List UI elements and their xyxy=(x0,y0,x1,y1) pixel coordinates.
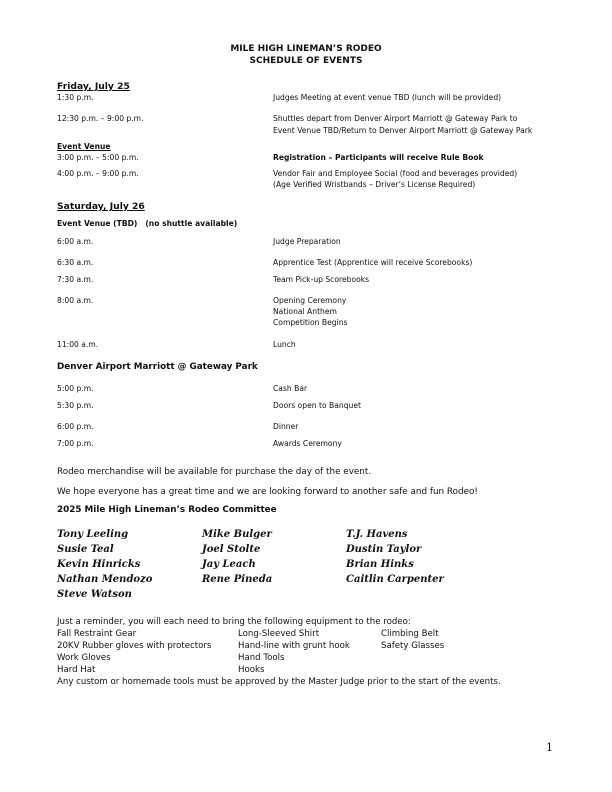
fri-venue-row-2-event: Vendor Fair and Employee Social (food and beverages provided) xyxy=(273,169,518,178)
equipment-item: Climbing Belt xyxy=(381,629,439,639)
eve-row-1-time: 5:00 p.m. xyxy=(57,384,94,393)
sat-row-4-time: 8:00 a.m. xyxy=(57,296,94,305)
sat-row-1-event: Judge Preparation xyxy=(273,237,341,246)
eve-row-2-time: 5:30 p.m. xyxy=(57,401,94,410)
title-line-2: SCHEDULE OF EVENTS xyxy=(249,56,363,66)
committee-member: Jay Leach xyxy=(202,559,256,570)
committee-title: 2025 Mile High Lineman’s Rodeo Committee xyxy=(57,505,277,515)
fri-venue-row-2-event-line2: (Age Verified Wristbands – Driver’s License Required) xyxy=(273,180,476,189)
eve-row-2-event: Doors open to Banquet xyxy=(273,401,361,410)
equipment-item: Hooks xyxy=(238,665,265,675)
equipment-footer: Any custom or homemade tools must be approved by the Master Judge prior to the start of the events. xyxy=(57,677,501,687)
fri-venue-row-1-time: 3:00 p.m. – 5:00 p.m. xyxy=(57,153,139,162)
sat-row-1-time: 6:00 a.m. xyxy=(57,237,94,246)
fri-venue-row-1-event: Registration – Participants will receive Rule Book xyxy=(273,153,484,162)
committee-member: T.J. Havens xyxy=(346,529,408,540)
sat-row-5-time: 11:00 a.m. xyxy=(57,340,99,349)
sat-row-3-time: 7:30 a.m. xyxy=(57,275,94,284)
committee-member: Brian Hinks xyxy=(346,559,414,570)
eve-row-4-event: Awards Ceremony xyxy=(273,439,342,448)
eve-row-3-event: Dinner xyxy=(273,422,299,431)
marriott-heading: Denver Airport Marriott @ Gateway Park xyxy=(57,362,258,372)
eve-row-4-time: 7:00 p.m. xyxy=(57,439,94,448)
committee-member: Joel Stolte xyxy=(202,544,261,555)
fri-row-2-event: Shuttles depart from Denver Airport Marriott @ Gateway Park to xyxy=(273,114,518,123)
eve-row-3-time: 6:00 p.m. xyxy=(57,422,94,431)
hope-note: We hope everyone has a great time and we are looking forward to another safe and fun Rodeo! xyxy=(57,487,478,497)
equipment-item: 20KV Rubber gloves with protectors xyxy=(57,641,212,651)
sat-row-2-time: 6:30 a.m. xyxy=(57,258,94,267)
equipment-item: Safety Glasses xyxy=(381,641,445,651)
sat-row-4-event-line2: National Anthem xyxy=(273,307,337,316)
equipment-item: Long-Sleeved Shirt xyxy=(238,629,320,639)
committee-member: Susie Teal xyxy=(57,544,114,555)
fri-row-2-time: 12:30 p.m. – 9:00 p.m. xyxy=(57,114,144,123)
equipment-item: Hand Tools xyxy=(238,653,285,663)
eve-row-1-event: Cash Bar xyxy=(273,384,308,393)
committee-member: Rene Pineda xyxy=(202,574,273,585)
equipment-item: Hard Hat xyxy=(57,665,96,675)
sat-row-3-event: Team Pick-up Scorebooks xyxy=(273,275,370,284)
equipment-item: Hand-line with grunt hook xyxy=(238,641,350,651)
fri-row-2-event-line2: Event Venue TBD/Return to Denver Airport Marriott @ Gateway Park xyxy=(273,126,533,135)
fri-row-1-event: Judges Meeting at event venue TBD (lunch will be provided) xyxy=(273,93,502,102)
equipment-intro: Just a reminder, you will each need to bring the following equipment to the rodeo: xyxy=(57,617,411,627)
committee-member: Nathan Mendozo xyxy=(57,574,153,585)
saturday-heading: Saturday, July 26 xyxy=(57,201,145,212)
committee-member: Kevin Hinricks xyxy=(57,559,141,570)
merch-note: Rodeo merchandise will be available for purchase the day of the event. xyxy=(57,467,372,477)
sat-row-2-event: Apprentice Test (Apprentice will receive Scorebooks) xyxy=(273,258,473,267)
saturday-venue-heading: Event Venue (TBD) (no shuttle available) xyxy=(57,219,238,228)
page-number: 1 xyxy=(546,741,553,754)
equipment-item: Work Gloves xyxy=(57,653,111,663)
friday-heading: Friday, July 25 xyxy=(57,81,130,92)
committee-member: Dustin Taylor xyxy=(346,544,422,555)
title-line-1: MILE HIGH LINEMAN’S RODEO xyxy=(230,44,382,54)
committee-member: Mike Bulger xyxy=(202,529,272,540)
friday-venue-heading: Event Venue xyxy=(57,142,111,151)
equipment-item: Fall Restraint Gear xyxy=(57,629,137,639)
committee-member: Tony Leeling xyxy=(57,529,129,540)
committee-member: Caitlin Carpenter xyxy=(346,574,444,585)
fri-venue-row-2-time: 4:00 p.m. – 9:00 p.m. xyxy=(57,169,139,178)
sat-row-5-event: Lunch xyxy=(273,340,296,349)
committee-member: Steve Watson xyxy=(57,589,132,600)
sat-row-4-event-line3: Competition Begins xyxy=(273,318,348,327)
fri-row-1-time: 1:30 p.m. xyxy=(57,93,94,102)
sat-row-4-event: Opening Ceremony xyxy=(273,296,347,305)
